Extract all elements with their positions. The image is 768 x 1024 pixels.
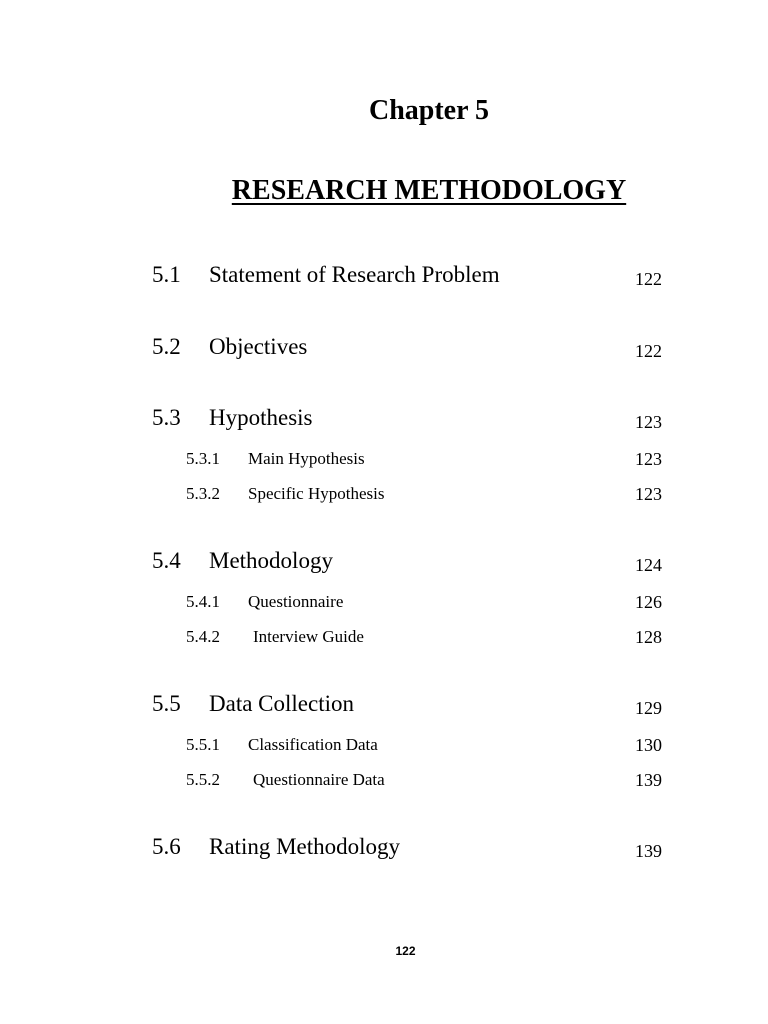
toc-page: 139 bbox=[635, 770, 662, 790]
toc-title: Hypothesis bbox=[209, 405, 313, 430]
toc-page: 139 bbox=[635, 841, 662, 861]
toc-entry-5-3-2 bbox=[0, 482, 768, 512]
toc-entry-5-1 bbox=[0, 260, 768, 290]
toc-entry-5-6 bbox=[0, 832, 768, 862]
toc-number: 5.3.2 bbox=[186, 484, 220, 503]
toc-title: Methodology bbox=[209, 548, 333, 573]
toc-number: 5.3 bbox=[152, 405, 181, 430]
page-number: 122 bbox=[395, 944, 416, 958]
toc-title: Questionnaire Data bbox=[253, 770, 385, 789]
toc-page: 126 bbox=[635, 592, 662, 612]
chapter-title: Chapter 5 bbox=[368, 95, 490, 126]
toc-number: 5.2 bbox=[152, 334, 181, 359]
toc-number: 5.3.1 bbox=[186, 449, 220, 468]
toc-number: 5.4 bbox=[152, 548, 181, 573]
toc-number: 5.4.1 bbox=[186, 592, 220, 611]
toc-title: Statement of Research Problem bbox=[209, 262, 500, 287]
toc-entry-5-4-1 bbox=[0, 590, 768, 620]
section-heading: RESEARCH METHODOLOGY bbox=[231, 175, 627, 206]
toc-title: Main Hypothesis bbox=[248, 449, 365, 468]
toc-page: 123 bbox=[635, 484, 662, 504]
toc-entry-5-2 bbox=[0, 332, 768, 362]
toc-number: 5.4.2 bbox=[186, 627, 220, 646]
toc-number: 5.6 bbox=[152, 834, 181, 859]
toc-title: Data Collection bbox=[209, 691, 354, 716]
toc-number: 5.5 bbox=[152, 691, 181, 716]
toc-entry-5-5 bbox=[0, 689, 768, 719]
toc-entry-5-5-1 bbox=[0, 733, 768, 763]
toc-title: Classification Data bbox=[248, 735, 378, 754]
toc-entry-5-4 bbox=[0, 546, 768, 576]
toc-number: 5.5.2 bbox=[186, 770, 220, 789]
toc-title: Rating Methodology bbox=[209, 834, 401, 859]
toc-title: Questionnaire bbox=[248, 592, 344, 611]
toc-entry-5-3 bbox=[0, 403, 768, 433]
toc-page: 122 bbox=[635, 269, 662, 289]
toc-entry-5-5-2 bbox=[0, 768, 768, 798]
toc-title: Objectives bbox=[209, 334, 308, 359]
toc-title: Interview Guide bbox=[253, 627, 364, 646]
toc-page: 123 bbox=[635, 449, 662, 469]
toc-title: Specific Hypothesis bbox=[248, 484, 385, 503]
toc-number: 5.5.1 bbox=[186, 735, 220, 754]
toc-entry-5-4-2 bbox=[0, 625, 768, 655]
toc-number: 5.1 bbox=[152, 262, 181, 287]
toc-entry-5-3-1 bbox=[0, 447, 768, 477]
toc-page: 123 bbox=[635, 412, 662, 432]
toc-page: 130 bbox=[635, 735, 662, 755]
toc-page: 124 bbox=[635, 555, 662, 575]
toc-page: 128 bbox=[635, 627, 662, 647]
toc-page: 122 bbox=[635, 341, 662, 361]
toc-page: 129 bbox=[635, 698, 662, 718]
